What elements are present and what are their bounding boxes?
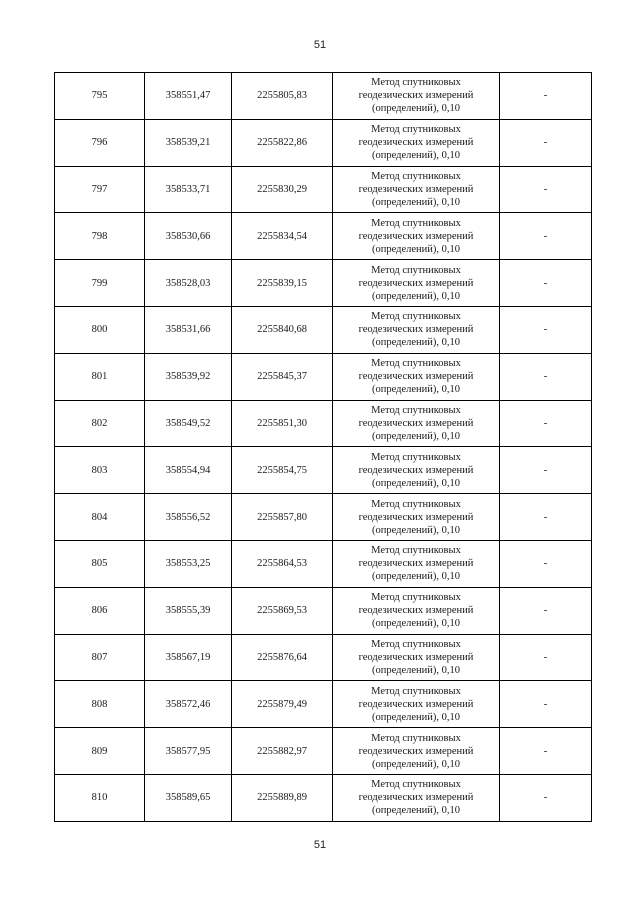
x-coordinate-cell: 358551,47 [145, 73, 232, 120]
y-coordinate-cell: 2255845,37 [232, 353, 333, 400]
method-line-1: Метод спутниковых [371, 779, 461, 791]
method-line-2: геодезических измерений [358, 417, 474, 429]
description-cell: - [500, 634, 592, 681]
table-row [55, 774, 592, 821]
method-line-2: геодезических измерений [358, 558, 474, 570]
method-line-2: геодезических измерений [358, 464, 474, 476]
method-line-2: геодезических измерений [358, 511, 474, 523]
point-number-cell: 803 [55, 447, 145, 494]
method-line-3: (определений), 0,10 [371, 524, 461, 536]
x-coordinate-cell: 358589,65 [145, 774, 232, 821]
description-cell: - [500, 681, 592, 728]
x-coordinate-cell: 358528,03 [145, 260, 232, 307]
x-coordinate-cell: 358530,66 [145, 213, 232, 260]
method-cell [333, 353, 500, 400]
method-cell [333, 774, 500, 821]
point-number-cell: 799 [55, 260, 145, 307]
method-line-3: (определений), 0,10 [371, 243, 461, 255]
method-cell [333, 166, 500, 213]
method-line-2: геодезических измерений [358, 277, 474, 289]
y-coordinate-cell: 2255876,64 [232, 634, 333, 681]
method-line-3: (определений), 0,10 [371, 196, 461, 208]
y-coordinate-cell: 2255869,53 [232, 587, 333, 634]
x-coordinate-cell: 358567,19 [145, 634, 232, 681]
description-cell: - [500, 306, 592, 353]
method-line-3: (определений), 0,10 [371, 150, 461, 162]
method-line-3: (определений), 0,10 [371, 711, 461, 723]
description-cell: - [500, 353, 592, 400]
x-coordinate-cell: 358554,94 [145, 447, 232, 494]
point-number-cell: 796 [55, 119, 145, 166]
method-line-1: Метод спутниковых [371, 404, 461, 416]
point-number-cell: 804 [55, 494, 145, 541]
point-number-cell: 797 [55, 166, 145, 213]
table-row [55, 166, 592, 213]
description-cell: - [500, 728, 592, 775]
description-cell: - [500, 213, 592, 260]
page-number-top: 51 [313, 39, 327, 51]
method-cell [333, 400, 500, 447]
method-line-3: (определений), 0,10 [371, 571, 461, 583]
description-cell: - [500, 587, 592, 634]
method-line-3: (определений), 0,10 [371, 430, 461, 442]
point-number-cell: 807 [55, 634, 145, 681]
method-cell [333, 634, 500, 681]
point-number-cell: 810 [55, 774, 145, 821]
x-coordinate-cell: 358572,46 [145, 681, 232, 728]
y-coordinate-cell: 2255851,30 [232, 400, 333, 447]
y-coordinate-cell: 2255857,80 [232, 494, 333, 541]
method-line-1: Метод спутниковых [371, 685, 461, 697]
description-cell: - [500, 774, 592, 821]
method-cell [333, 213, 500, 260]
method-line-1: Метод спутниковых [371, 170, 461, 182]
method-line-2: геодезических измерений [358, 745, 474, 757]
x-coordinate-cell: 358556,52 [145, 494, 232, 541]
table-row [55, 447, 592, 494]
method-cell [333, 73, 500, 120]
description-cell: - [500, 400, 592, 447]
x-coordinate-cell: 358533,71 [145, 166, 232, 213]
x-coordinate-cell: 358577,95 [145, 728, 232, 775]
point-number-cell: 805 [55, 540, 145, 587]
method-line-2: геодезических измерений [358, 651, 474, 663]
y-coordinate-cell: 2255854,75 [232, 447, 333, 494]
method-line-1: Метод спутниковых [371, 451, 461, 463]
point-number-cell: 809 [55, 728, 145, 775]
table-row [55, 213, 592, 260]
x-coordinate-cell: 358553,25 [145, 540, 232, 587]
description-cell: - [500, 73, 592, 120]
coordinates-table [54, 72, 592, 822]
y-coordinate-cell: 2255840,68 [232, 306, 333, 353]
point-number-cell: 798 [55, 213, 145, 260]
y-coordinate-cell: 2255822,86 [232, 119, 333, 166]
y-coordinate-cell: 2255882,97 [232, 728, 333, 775]
y-coordinate-cell: 2255889,89 [232, 774, 333, 821]
method-cell [333, 119, 500, 166]
point-number-cell: 795 [55, 73, 145, 120]
y-coordinate-cell: 2255879,49 [232, 681, 333, 728]
page-number-bottom: 51 [313, 839, 327, 851]
point-number-cell: 801 [55, 353, 145, 400]
table-row [55, 681, 592, 728]
method-line-2: геодезических измерений [358, 698, 474, 710]
description-cell: - [500, 494, 592, 541]
method-line-3: (определений), 0,10 [371, 477, 461, 489]
table-row [55, 353, 592, 400]
method-cell [333, 540, 500, 587]
method-line-1: Метод спутниковых [371, 311, 461, 323]
table-row [55, 400, 592, 447]
y-coordinate-cell: 2255864,53 [232, 540, 333, 587]
method-cell [333, 260, 500, 307]
description-cell: - [500, 260, 592, 307]
method-line-3: (определений), 0,10 [371, 384, 461, 396]
table-row [55, 260, 592, 307]
method-line-1: Метод спутниковых [371, 358, 461, 370]
method-line-2: геодезических измерений [358, 371, 474, 383]
method-cell [333, 681, 500, 728]
method-line-1: Метод спутниковых [371, 124, 461, 136]
method-cell [333, 447, 500, 494]
method-line-3: (определений), 0,10 [371, 758, 461, 770]
method-line-1: Метод спутниковых [371, 264, 461, 276]
method-line-3: (определений), 0,10 [371, 103, 461, 115]
x-coordinate-cell: 358555,39 [145, 587, 232, 634]
table-row [55, 306, 592, 353]
y-coordinate-cell: 2255834,54 [232, 213, 333, 260]
y-coordinate-cell: 2255830,29 [232, 166, 333, 213]
y-coordinate-cell: 2255805,83 [232, 73, 333, 120]
point-number-cell: 806 [55, 587, 145, 634]
method-line-1: Метод спутниковых [371, 638, 461, 650]
table-row [55, 587, 592, 634]
method-line-1: Метод спутниковых [371, 77, 461, 89]
description-cell: - [500, 119, 592, 166]
x-coordinate-cell: 358539,92 [145, 353, 232, 400]
table-row [55, 540, 592, 587]
point-number-cell: 808 [55, 681, 145, 728]
method-line-2: геодезических измерений [358, 324, 474, 336]
table-row [55, 494, 592, 541]
table-row [55, 73, 592, 120]
coordinates-table-body [55, 73, 592, 822]
x-coordinate-cell: 358539,21 [145, 119, 232, 166]
description-cell: - [500, 540, 592, 587]
table-row [55, 728, 592, 775]
method-line-2: геодезических измерений [358, 90, 474, 102]
method-cell [333, 306, 500, 353]
method-cell [333, 728, 500, 775]
method-line-2: геодезических измерений [358, 605, 474, 617]
method-cell [333, 587, 500, 634]
method-line-3: (определений), 0,10 [371, 664, 461, 676]
table-row [55, 634, 592, 681]
method-line-2: геодезических измерений [358, 137, 474, 149]
method-line-2: геодезических измерений [358, 792, 474, 804]
y-coordinate-cell: 2255839,15 [232, 260, 333, 307]
x-coordinate-cell: 358531,66 [145, 306, 232, 353]
method-line-1: Метод спутниковых [371, 592, 461, 604]
method-line-3: (определений), 0,10 [371, 805, 461, 817]
method-line-1: Метод спутниковых [371, 217, 461, 229]
x-coordinate-cell: 358549,52 [145, 400, 232, 447]
method-line-3: (определений), 0,10 [371, 618, 461, 630]
point-number-cell: 802 [55, 400, 145, 447]
point-number-cell: 800 [55, 306, 145, 353]
method-line-3: (определений), 0,10 [371, 290, 461, 302]
method-line-3: (определений), 0,10 [371, 337, 461, 349]
method-line-2: геодезических измерений [358, 183, 474, 195]
method-line-1: Метод спутниковых [371, 732, 461, 744]
method-line-1: Метод спутниковых [371, 498, 461, 510]
method-line-1: Метод спутниковых [371, 545, 461, 557]
table-row [55, 119, 592, 166]
description-cell: - [500, 447, 592, 494]
method-cell [333, 494, 500, 541]
description-cell: - [500, 166, 592, 213]
method-line-2: геодезических измерений [358, 230, 474, 242]
